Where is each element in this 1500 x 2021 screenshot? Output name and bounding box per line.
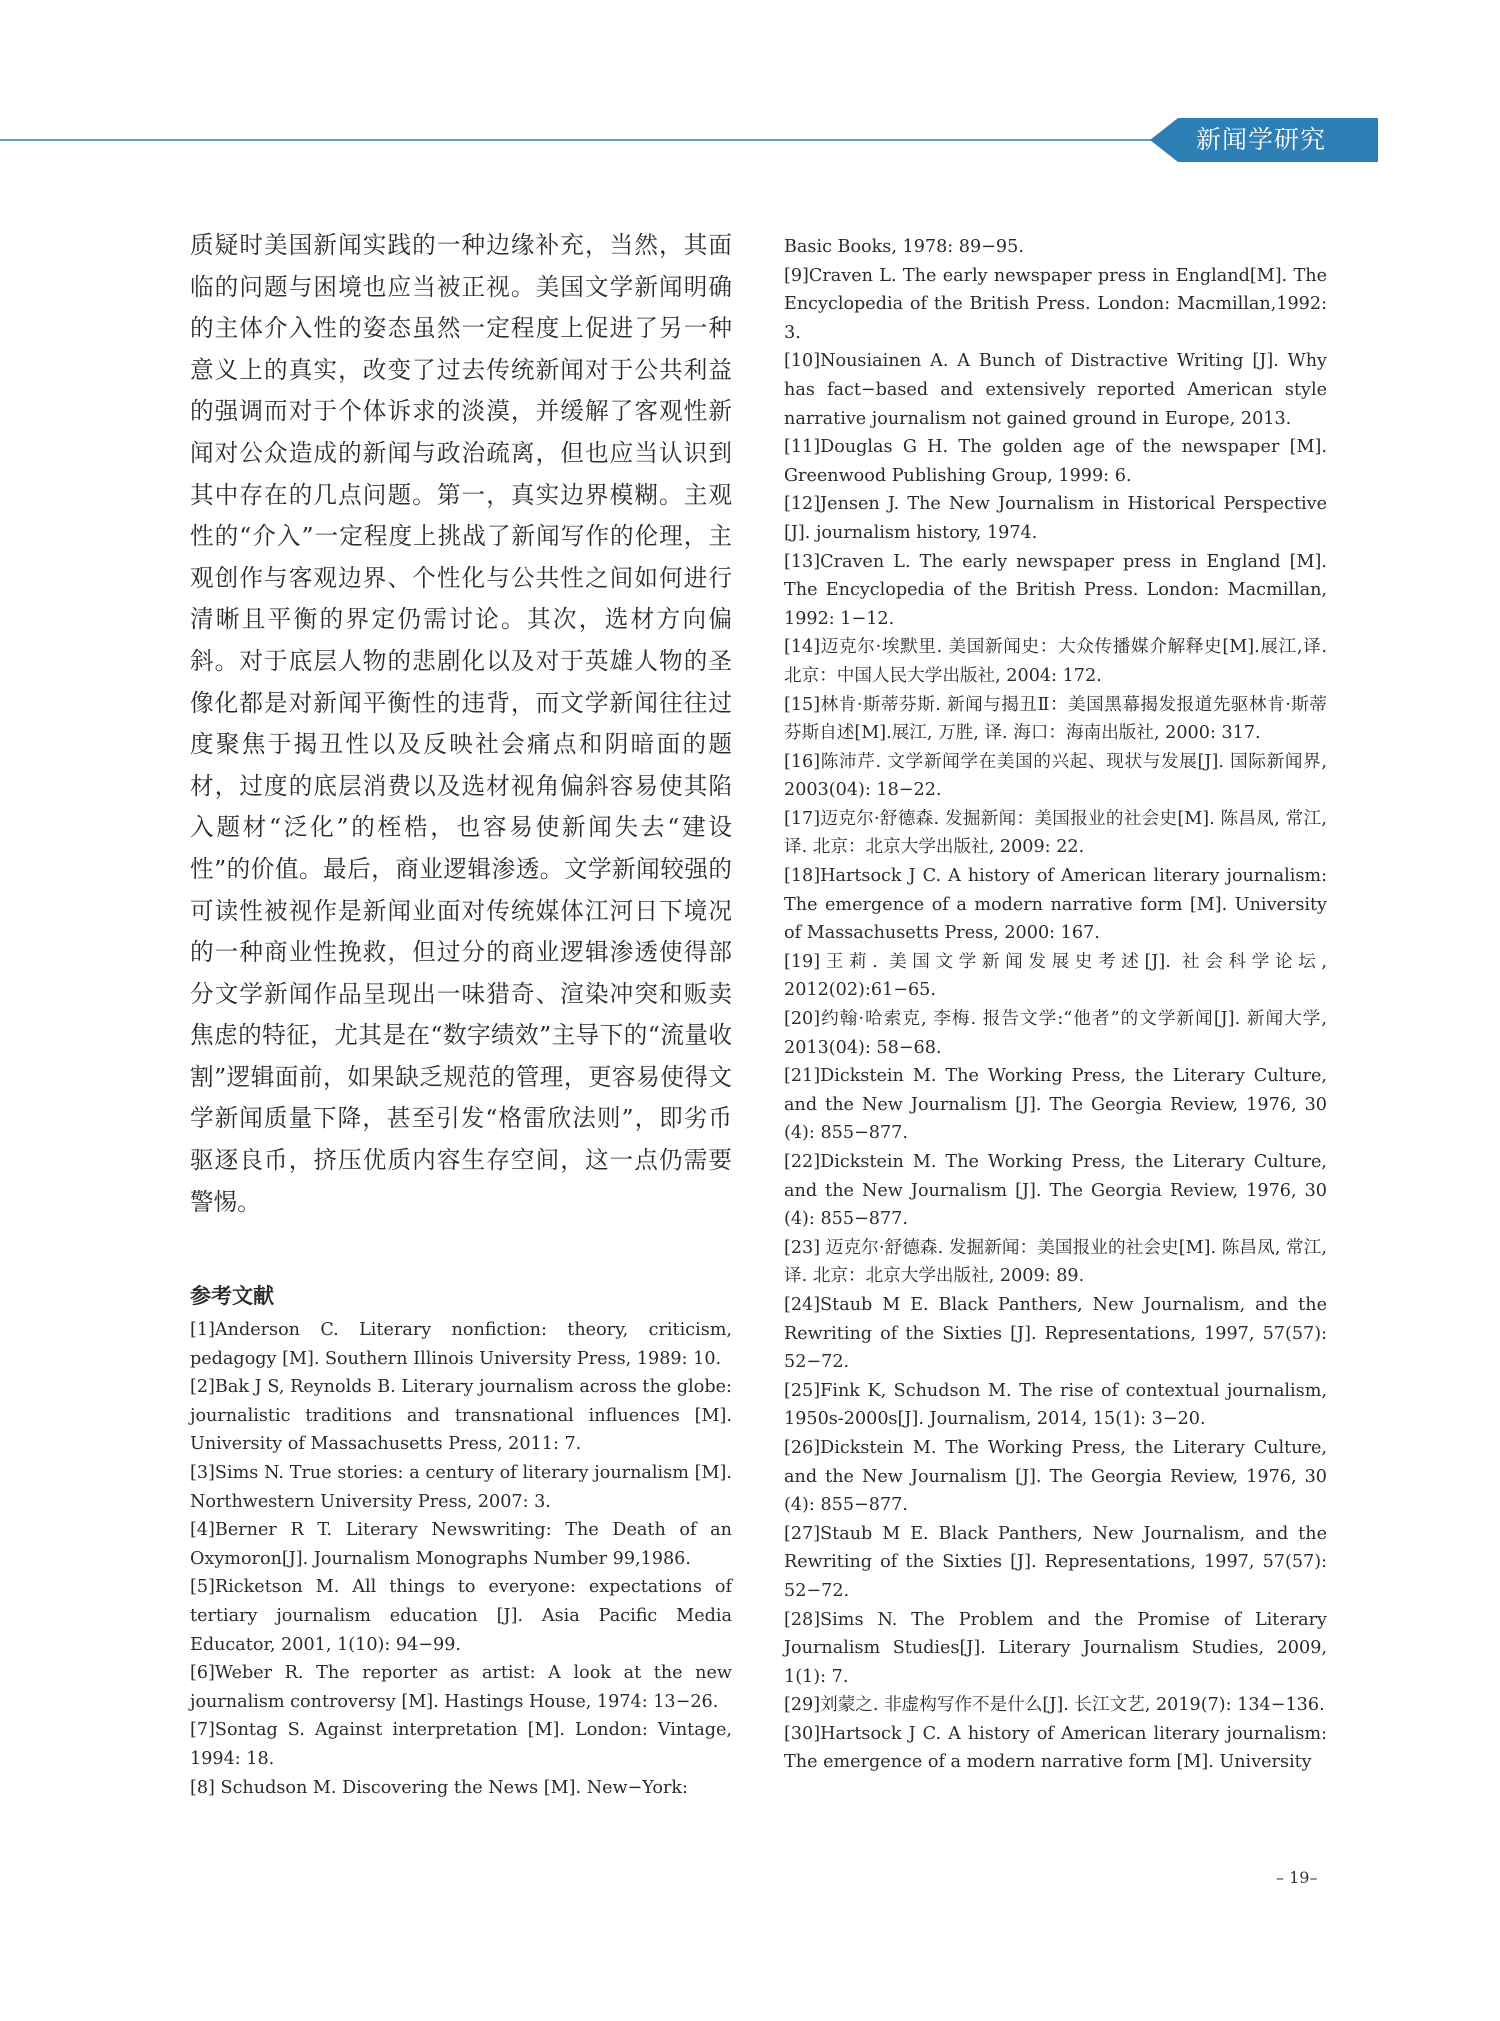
header-rule [0, 139, 1160, 141]
reference-item: [20]约翰·哈索克, 李梅. 报告文学:“他者”的文学新闻[J]. 新闻大学, 2013(04): 58−68. [784, 1009, 1327, 1058]
reference-item: [10]Nousiainen A. A Bunch of Distractive Writing [J]. Why has fact−based and extensively reported American style narrative journalism not gained ground in Europe, 2013. [784, 351, 1327, 429]
reference-item: [5]Ricketson M. All things to everyone: expectations of tertiary journalism education [J]. Asia Pacific Media Educator, 2001, 1(10): 94−99. [190, 1577, 732, 1655]
reference-item: [24]Staub M E. Black Panthers, New Journalism, and the Rewriting of the Sixties [J]. Representations, 1997, 57(57): 52−72. [784, 1294, 1327, 1373]
reference-item: [15]林肯·斯蒂芬斯. 新闻与揭丑Ⅱ：美国黑幕揭发报道先驱林肯·斯蒂芬斯自述[M].展江, 万胜, 译. 海口：海南出版社, 2000: 317. [784, 694, 1327, 744]
reference-item: [28]Sims N. The Problem and the Promise of Literary Journalism Studies[J]. Literary Journalism Studies, 2009, 1(1): 7. [784, 1609, 1327, 1687]
reference-item: [18]Hartsock J C. A history of American literary journalism: The emergence of a modern narrative form [M]. University of Massachusetts Press, 2000: 167. [784, 866, 1327, 944]
reference-item: [16]陈沛芹. 文学新闻学在美国的兴起、现状与发展[J]. 国际新闻界, 2003(04): 18−22. [784, 751, 1327, 801]
reference-item: [19]王莉. 美国文学新闻发展史考述[J]. 社会科学论坛, 2012(02):61−65. [784, 951, 1327, 1001]
reference-item: [12]Jensen J. The New Journalism in Historical Perspective [J]. journalism history, 1974. [784, 494, 1327, 543]
reference-item: [13]Craven L. The early newspaper press in England [M]. The Encyclopedia of the British Press. London: Macmillan, 1992: 1−12. [784, 551, 1327, 629]
reference-item: [7]Sontag S. Against interpretation [M]. London: Vintage, 1994: 18. [190, 1720, 732, 1769]
reference-item: [21]Dickstein M. The Working Press, the Literary Culture, and the New Journalism [J]. The Georgia Review, 1976, 30 (4): 855−877. [784, 1066, 1327, 1144]
reference-item: [6]Weber R. The reporter as artist: A look at the new journalism controversy [M]. Hastings House, 1974: 13−26. [190, 1663, 732, 1712]
reference-item: [2]Bak J S, Reynolds B. Literary journalism across the globe: journalistic traditions and transnational influences [M]. University of Massachusetts Press, 2011: 7. [190, 1377, 732, 1455]
reference-item: [22]Dickstein M. The Working Press, the Literary Culture, and the New Journalism [J]. The Georgia Review, 1976, 30 (4): 855−877. [784, 1152, 1327, 1230]
reference-item: [8] Schudson M. Discovering the News [M]. New−York: [190, 1777, 688, 1798]
reference-item: [23] 迈克尔·舒德森. 发掘新闻：美国报业的社会史[M]. 陈昌凤, 常江, 译. 北京：北京大学出版社, 2009: 89. [784, 1237, 1327, 1287]
reference-item: [3]Sims N. True stories: a century of literary journalism [M]. Northwestern University Press, 2007: 3. [190, 1462, 732, 1512]
reference-item: [4]Berner R T. Literary Newswriting: The Death of an Oxymoron[J]. Journalism Monographs Number 99,1986. [190, 1520, 732, 1569]
reference-item: [25]Fink K, Schudson M. The rise of contextual journalism, 1950s‑2000s[J]. Journalism, 2014, 15(1): 3−20. [784, 1380, 1327, 1430]
reference-item: [27]Staub M E. Black Panthers, New Journalism, and the Rewriting of the Sixties [J]. Representations, 1997, 57(57): 52−72. [784, 1523, 1327, 1601]
reference-item: [14]迈克尔·埃默里. 美国新闻史：大众传播媒介解释史[M].展江,译. 北京：中国人民大学出版社, 2004: 172. [784, 637, 1327, 686]
journal-section-title: 新闻学研究 [1196, 125, 1327, 154]
reference-item: [9]Craven L. The early newspaper press in England[M]. The Encyclopedia of the British Press. London: Macmillan,1992: 3. [784, 265, 1327, 343]
reference-item: Basic Books, 1978: 89−95. [784, 237, 1024, 257]
references-left-column [190, 1316, 732, 1802]
reference-item: [17]迈克尔·舒德森. 发掘新闻：美国报业的社会史[M]. 陈昌凤, 常江, 译. 北京：北京大学出版社, 2009: 22. [784, 808, 1327, 858]
references-heading: 参考文献 [190, 1284, 274, 1308]
body-paragraph: 质疑时美国新闻实践的一种边缘补充，当然，其面临的问题与困境也应当被正视。美国文学新闻明确的主体介入性的姿态虽然一定程度上促进了另一种意义上的真实，改变了过去传统新闻对于公共利益的强调而对于个体诉求的淡漠，并缓解了客观性新闻对公众造成的新闻与政治疏离，但也应当认识到其中存在的几点问题。第一，真实边界模糊。主观性的“介入”一定程度上挑战了新闻写作的伦理，主观创作与客观边界、个性化与公共性之间如何进行清晰且平衡的界定仍需讨论。其次，选材方向偏斜。对于底层人物的悲剧化以及对于英雄人物的圣像化都是对新闻平衡性的违背，而文学新闻往往过度聚焦于揭丑性以及反映社会痛点和阴暗面的题材，过度的底层消费以及选材视角偏斜容易使其陷入题材“泛化”的桎梏，也容易使新闻失去“建设性”的价值。最后，商业逻辑渗透。文学新闻较强的可读性被视作是新闻业面对传统媒体江河日下境况的一种商业性挽救，但过分的商业逻辑渗透使得部分文学新闻作品呈现出一味猎奇、渲染冲突和贩卖焦虑的特征，尤其是在“数字绩效”主导下的“流量收割”逻辑面前，如果缺乏规范的管理，更容易使得文学新闻质量下降，甚至引发“格雷欣法则”，即劣币驱逐良币，挤压优质内容生存空间，这一点仍需要警惕。 [190, 231, 732, 1216]
page-number: – 19– [1276, 1868, 1318, 1887]
reference-item: [29]刘蒙之. 非虚构写作不是什么[J]. 长江文艺, 2019(7): 134−136. [784, 1695, 1325, 1716]
reference-item: [26]Dickstein M. The Working Press, the Literary Culture, and the New Journalism [J]. The Georgia Review, 1976, 30 (4): 855−877. [784, 1437, 1327, 1516]
reference-item: [1]Anderson C. Literary nonfiction: theory, criticism, pedagogy [M]. Southern Illinois University Press, 1989: 10. [190, 1320, 732, 1369]
reference-item: [30]Hartsock J C. A history of American literary journalism: The emergence of a modern narrative form [M]. University [784, 1723, 1327, 1773]
reference-item: [11]Douglas G H. The golden age of the newspaper [M]. Greenwood Publishing Group, 1999: 6. [784, 437, 1327, 486]
references-right-column [784, 233, 1327, 1777]
